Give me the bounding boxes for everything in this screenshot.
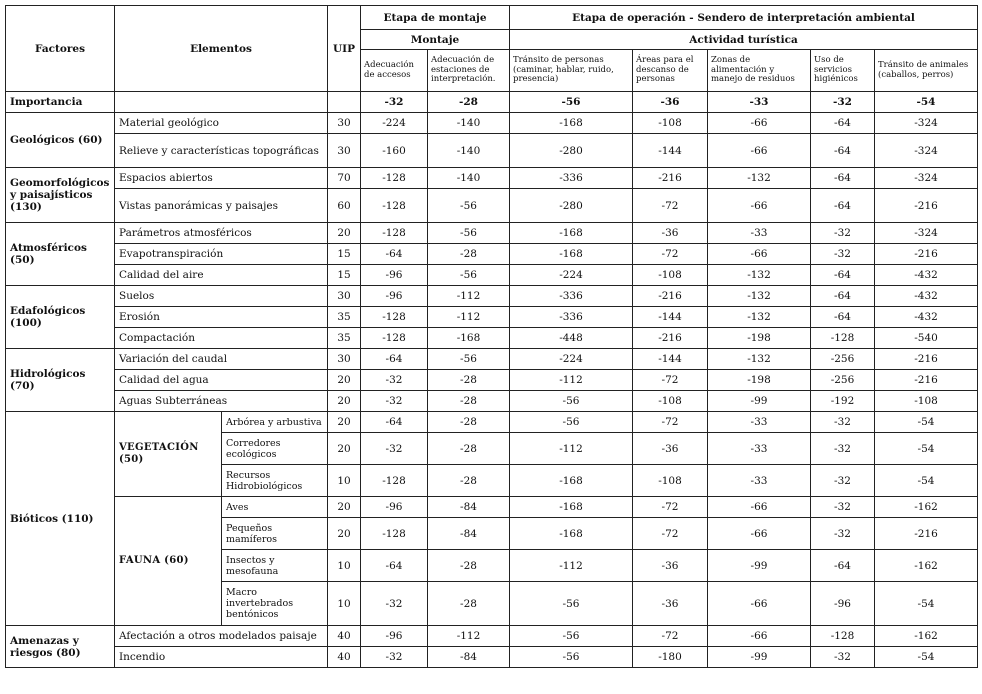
element-label: Incendio xyxy=(115,647,328,668)
impact-value: -66 xyxy=(708,497,811,518)
uip-value: 15 xyxy=(328,244,361,265)
element-label: Pequeños mamíferos xyxy=(222,518,328,550)
impact-value: -128 xyxy=(361,168,428,189)
impact-value: -112 xyxy=(428,307,510,328)
uip-value: 20 xyxy=(328,433,361,465)
impact-value: -72 xyxy=(633,626,708,647)
impact-value: -56 xyxy=(428,349,510,370)
impact-value: -336 xyxy=(510,286,633,307)
impact-value: -32 xyxy=(811,433,875,465)
impact-value: -64 xyxy=(811,286,875,307)
impact-value: -432 xyxy=(875,307,978,328)
impact-value: -168 xyxy=(510,465,633,497)
table-row xyxy=(6,134,978,168)
col-header: Adecuación de estaciones de interpretación. xyxy=(428,50,510,92)
uip-value: 20 xyxy=(328,223,361,244)
factor-hidrologicos: Hidrológicos (70) xyxy=(6,349,115,412)
table-row xyxy=(6,307,978,328)
impact-value: -64 xyxy=(361,349,428,370)
impact-value: -72 xyxy=(633,370,708,391)
impact-value: -112 xyxy=(510,433,633,465)
impact-value: -144 xyxy=(633,134,708,168)
element-label: Espacios abiertos xyxy=(115,168,328,189)
header-uip: UIP xyxy=(328,6,361,92)
impact-value: -96 xyxy=(361,497,428,518)
impact-value: -144 xyxy=(633,307,708,328)
header-actividad: Actividad turística xyxy=(510,30,978,50)
impact-value: -32 xyxy=(811,223,875,244)
impact-value: -140 xyxy=(428,134,510,168)
uip-value: 10 xyxy=(328,582,361,626)
impact-value: -162 xyxy=(875,626,978,647)
element-label: Aves xyxy=(222,497,328,518)
impact-value: -256 xyxy=(811,349,875,370)
impact-value: -160 xyxy=(361,134,428,168)
header-factores: Factores xyxy=(6,6,115,92)
impact-value: -36 xyxy=(633,433,708,465)
table-row xyxy=(6,349,978,370)
impact-value: -168 xyxy=(510,497,633,518)
uip-value: 60 xyxy=(328,189,361,223)
impact-value: -28 xyxy=(428,370,510,391)
col-header: Uso de servicios higiénicos xyxy=(811,50,875,92)
impact-value: -108 xyxy=(633,265,708,286)
impact-value: -64 xyxy=(811,550,875,582)
impact-value: -324 xyxy=(875,168,978,189)
impact-matrix-table xyxy=(5,5,978,668)
impact-value: -224 xyxy=(510,265,633,286)
header-etapa-montaje: Etapa de montaje xyxy=(361,6,510,30)
impact-value: -168 xyxy=(510,113,633,134)
impact-value: -256 xyxy=(811,370,875,391)
impact-value: -112 xyxy=(428,626,510,647)
impact-value: -132 xyxy=(708,307,811,328)
impact-value: -128 xyxy=(361,189,428,223)
impact-value: -56 xyxy=(510,647,633,668)
impact-value: -72 xyxy=(633,497,708,518)
impact-value: -54 xyxy=(875,647,978,668)
element-label: Arbórea y arbustiva xyxy=(222,412,328,433)
impact-value: -56 xyxy=(428,223,510,244)
impact-value: -64 xyxy=(811,189,875,223)
impact-value: -128 xyxy=(811,328,875,349)
impact-value: -32 xyxy=(811,518,875,550)
impact-value: -28 xyxy=(428,412,510,433)
impact-value: -54 xyxy=(875,465,978,497)
impact-value: -108 xyxy=(875,391,978,412)
impact-value: -28 xyxy=(428,550,510,582)
impact-value: -168 xyxy=(428,328,510,349)
impact-value: -168 xyxy=(510,223,633,244)
impact-value: -36 xyxy=(633,223,708,244)
impact-value: -324 xyxy=(875,223,978,244)
header-elementos: Elementos xyxy=(115,6,328,92)
impact-value: -66 xyxy=(708,244,811,265)
element-label: Evapotranspiración xyxy=(115,244,328,265)
impact-value: -28 xyxy=(428,244,510,265)
table-row xyxy=(6,286,978,307)
impact-value: -64 xyxy=(811,265,875,286)
impact-value: -140 xyxy=(428,168,510,189)
impact-value: -162 xyxy=(875,497,978,518)
impact-value: -216 xyxy=(633,168,708,189)
impact-value: -162 xyxy=(875,550,978,582)
impact-value: -128 xyxy=(361,465,428,497)
impact-value: -66 xyxy=(708,518,811,550)
impact-value: -324 xyxy=(875,134,978,168)
impact-value: -64 xyxy=(811,134,875,168)
table-row xyxy=(6,244,978,265)
factor-geomorfologicos: Geomorfológicos y paisajísticos (130) xyxy=(6,168,115,223)
impact-value: -33 xyxy=(708,465,811,497)
impact-value: -132 xyxy=(708,265,811,286)
table-row xyxy=(6,168,978,189)
impact-value: -96 xyxy=(361,265,428,286)
impact-value: -72 xyxy=(633,518,708,550)
impact-value: -96 xyxy=(361,286,428,307)
table-row xyxy=(6,113,978,134)
impact-value: -96 xyxy=(361,626,428,647)
impact-value: -56 xyxy=(510,391,633,412)
element-label: Calidad del agua xyxy=(115,370,328,391)
impact-value: -448 xyxy=(510,328,633,349)
table-row xyxy=(6,223,978,244)
impact-value: -324 xyxy=(875,113,978,134)
impact-value: -33 xyxy=(708,433,811,465)
table-row xyxy=(6,265,978,286)
uip-value: 20 xyxy=(328,391,361,412)
impact-value: -28 xyxy=(428,582,510,626)
element-label: Afectación a otros modelados paisaje xyxy=(115,626,328,647)
impact-value: -132 xyxy=(708,286,811,307)
impact-value: -72 xyxy=(633,244,708,265)
factor-amenazas: Amenazas y riesgos (80) xyxy=(6,626,115,668)
impact-value: -84 xyxy=(428,518,510,550)
table-row xyxy=(6,626,978,647)
impact-value: -72 xyxy=(633,189,708,223)
uip-value: 20 xyxy=(328,518,361,550)
table-row xyxy=(6,370,978,391)
impact-value: -32 xyxy=(361,647,428,668)
element-label: Aguas Subterráneas xyxy=(115,391,328,412)
impact-value: -168 xyxy=(510,244,633,265)
impact-value: -32 xyxy=(811,497,875,518)
table-row xyxy=(6,647,978,668)
impact-value: -28 xyxy=(428,433,510,465)
table-row xyxy=(6,412,978,433)
importancia-value: -33 xyxy=(708,92,811,113)
uip-value: 70 xyxy=(328,168,361,189)
element-label: Calidad del aire xyxy=(115,265,328,286)
impact-value: -64 xyxy=(361,244,428,265)
importancia-value: -36 xyxy=(633,92,708,113)
col-header: Tránsito de personas (caminar, hablar, ruido, presencia) xyxy=(510,50,633,92)
impact-value: -64 xyxy=(811,307,875,328)
impact-value: -28 xyxy=(428,391,510,412)
impact-value: -432 xyxy=(875,265,978,286)
impact-value: -66 xyxy=(708,626,811,647)
factor-bioticos: Bióticos (110) xyxy=(6,412,115,626)
impact-value: -84 xyxy=(428,497,510,518)
col-header: Adecuación de accesos xyxy=(361,50,428,92)
header-etapa-operacion: Etapa de operación - Sendero de interpretación ambiental xyxy=(510,6,978,30)
impact-value: -54 xyxy=(875,433,978,465)
impact-value: -32 xyxy=(811,465,875,497)
uip-value: 35 xyxy=(328,307,361,328)
impact-value: -216 xyxy=(875,518,978,550)
impact-value: -99 xyxy=(708,550,811,582)
impact-value: -112 xyxy=(510,550,633,582)
importancia-value: -54 xyxy=(875,92,978,113)
impact-value: -84 xyxy=(428,647,510,668)
impact-value: -216 xyxy=(875,349,978,370)
element-label: Insectos y mesofauna xyxy=(222,550,328,582)
impact-value: -432 xyxy=(875,286,978,307)
col-header: Zonas de alimentación y manejo de residuos xyxy=(708,50,811,92)
impact-value: -128 xyxy=(361,518,428,550)
importancia-row xyxy=(6,92,978,113)
factor-geologicos: Geológicos (60) xyxy=(6,113,115,168)
impact-value: -56 xyxy=(510,582,633,626)
table-row xyxy=(6,391,978,412)
impact-value: -66 xyxy=(708,134,811,168)
impact-value: -56 xyxy=(428,265,510,286)
uip-value: 20 xyxy=(328,497,361,518)
element-label: Material geológico xyxy=(115,113,328,134)
impact-value: -128 xyxy=(361,307,428,328)
col-header: Tránsito de animales (caballos, perros) xyxy=(875,50,978,92)
impact-value: -216 xyxy=(875,189,978,223)
table-row xyxy=(6,189,978,223)
impact-value: -99 xyxy=(708,647,811,668)
impact-value: -216 xyxy=(633,286,708,307)
impact-value: -54 xyxy=(875,412,978,433)
uip-value: 30 xyxy=(328,349,361,370)
impact-value: -66 xyxy=(708,189,811,223)
uip-value: 30 xyxy=(328,134,361,168)
impact-value: -216 xyxy=(633,328,708,349)
table-row xyxy=(6,497,978,518)
impact-value: -144 xyxy=(633,349,708,370)
impact-value: -66 xyxy=(708,113,811,134)
importancia-value: -56 xyxy=(510,92,633,113)
element-label: Variación del caudal xyxy=(115,349,328,370)
impact-value: -64 xyxy=(811,113,875,134)
impact-value: -132 xyxy=(708,349,811,370)
impact-value: -64 xyxy=(811,168,875,189)
subfactor-vegetacion: VEGETACIÓN (50) xyxy=(115,412,222,497)
impact-value: -198 xyxy=(708,370,811,391)
uip-value: 10 xyxy=(328,465,361,497)
element-label: Macro invertebrados bentónicos xyxy=(222,582,328,626)
impact-value: -128 xyxy=(361,328,428,349)
impact-value: -64 xyxy=(361,550,428,582)
impact-value: -216 xyxy=(875,370,978,391)
impact-value: -56 xyxy=(428,189,510,223)
impact-value: -36 xyxy=(633,550,708,582)
impact-value: -336 xyxy=(510,168,633,189)
impact-value: -32 xyxy=(811,244,875,265)
impact-value: -96 xyxy=(811,582,875,626)
impact-value: -112 xyxy=(428,286,510,307)
uip-value: 30 xyxy=(328,286,361,307)
impact-value: -33 xyxy=(708,223,811,244)
impact-value: -108 xyxy=(633,391,708,412)
impact-value: -280 xyxy=(510,189,633,223)
impact-value: -32 xyxy=(361,582,428,626)
impact-value: -32 xyxy=(361,370,428,391)
table-row xyxy=(6,328,978,349)
uip-value: 20 xyxy=(328,412,361,433)
factor-atmosfericos: Atmosféricos (50) xyxy=(6,223,115,286)
impact-value: -72 xyxy=(633,412,708,433)
uip-value: 40 xyxy=(328,647,361,668)
impact-value: -66 xyxy=(708,582,811,626)
impact-value: -336 xyxy=(510,307,633,328)
impact-value: -54 xyxy=(875,582,978,626)
uip-value: 35 xyxy=(328,328,361,349)
impact-value: -112 xyxy=(510,370,633,391)
impact-value: -108 xyxy=(633,113,708,134)
impact-value: -99 xyxy=(708,391,811,412)
impact-value: -540 xyxy=(875,328,978,349)
impact-value: -32 xyxy=(811,647,875,668)
factor-edafologicos: Edafológicos (100) xyxy=(6,286,115,349)
impact-value: -108 xyxy=(633,465,708,497)
element-label: Relieve y características topográficas xyxy=(115,134,328,168)
impact-value: -192 xyxy=(811,391,875,412)
impact-value: -56 xyxy=(510,626,633,647)
element-label: Suelos xyxy=(115,286,328,307)
impact-value: -216 xyxy=(875,244,978,265)
uip-value: 10 xyxy=(328,550,361,582)
element-label: Vistas panorámicas y paisajes xyxy=(115,189,328,223)
uip-value: 40 xyxy=(328,626,361,647)
subfactor-fauna: FAUNA (60) xyxy=(115,497,222,626)
impact-value: -140 xyxy=(428,113,510,134)
impact-value: -180 xyxy=(633,647,708,668)
impact-value: -132 xyxy=(708,168,811,189)
impact-value: -36 xyxy=(633,582,708,626)
impact-value: -28 xyxy=(428,465,510,497)
impact-value: -224 xyxy=(361,113,428,134)
impact-value: -33 xyxy=(708,412,811,433)
impact-value: -56 xyxy=(510,412,633,433)
element-label: Parámetros atmosféricos xyxy=(115,223,328,244)
impact-value: -32 xyxy=(361,433,428,465)
element-label: Compactación xyxy=(115,328,328,349)
importancia-value: -32 xyxy=(811,92,875,113)
impact-value: -32 xyxy=(361,391,428,412)
impact-value: -168 xyxy=(510,518,633,550)
header-montaje: Montaje xyxy=(361,30,510,50)
col-header: Áreas para el descanso de personas xyxy=(633,50,708,92)
importancia-value: -32 xyxy=(361,92,428,113)
impact-value: -128 xyxy=(811,626,875,647)
element-label: Recursos Hidrobiológicos xyxy=(222,465,328,497)
impact-value: -224 xyxy=(510,349,633,370)
impact-value: -128 xyxy=(361,223,428,244)
importancia-value: -28 xyxy=(428,92,510,113)
impact-value: -64 xyxy=(361,412,428,433)
impact-value: -280 xyxy=(510,134,633,168)
uip-value: 15 xyxy=(328,265,361,286)
impact-value: -32 xyxy=(811,412,875,433)
uip-value: 30 xyxy=(328,113,361,134)
uip-value: 20 xyxy=(328,370,361,391)
importancia-label: Importancia xyxy=(6,92,115,113)
impact-value: -198 xyxy=(708,328,811,349)
element-label: Corredores ecológicos xyxy=(222,433,328,465)
element-label: Erosión xyxy=(115,307,328,328)
